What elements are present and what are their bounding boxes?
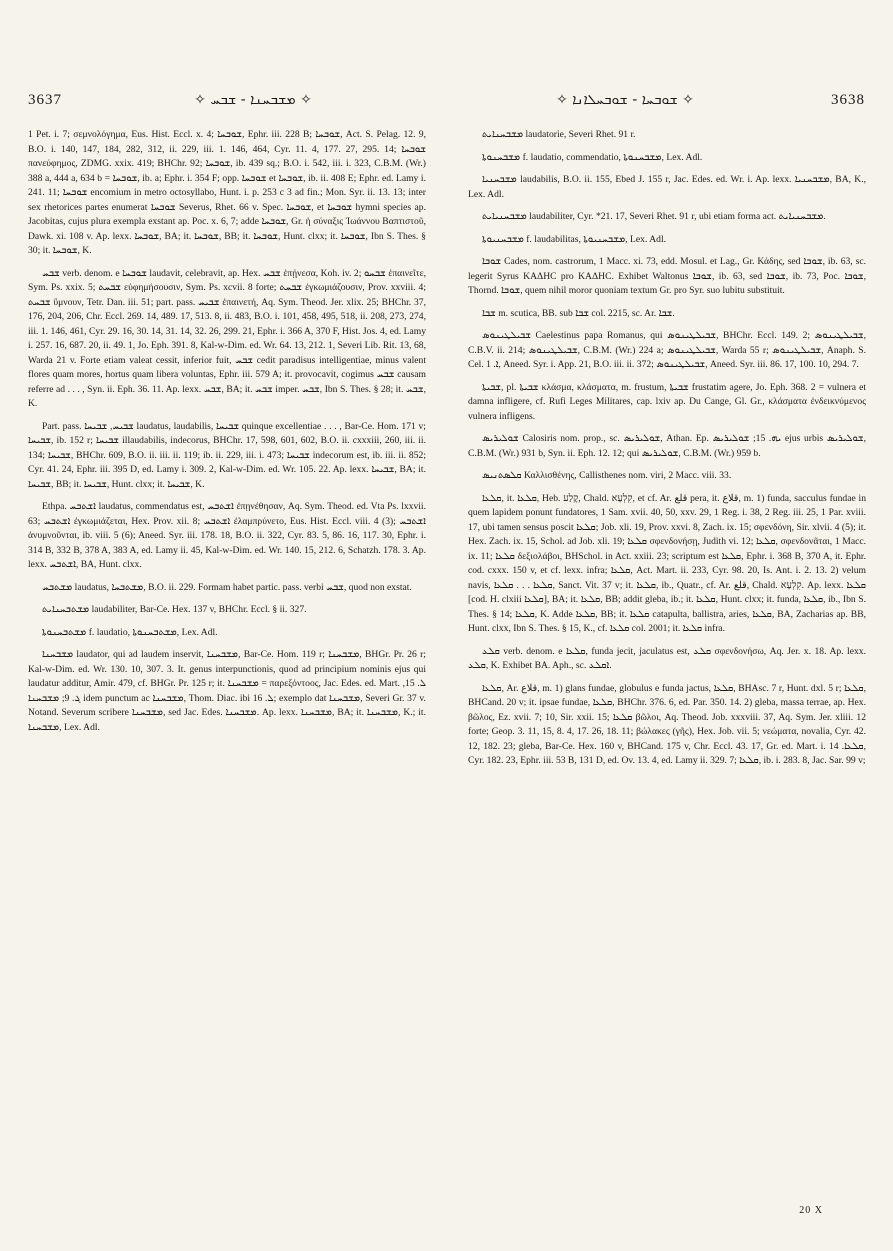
entry: ܫܒܚ verb. denom. e ܫܘܒܚܐ laudavit, celebravit, ap. Hex. ܫܒܚ ἐπῄνεσα, Koh. iv. 2; ܫܒܚܘ ἐπαινεῖτε, Sym. Ps. xxix. 5; ܫܒܚܬ εὐφημήσουσιν, Sym. Ps. xcvii. 8 forte; ܫܒܚܬ ἐγκωμιάζουσιν, Prov. xxviii. 4; ܫܒܚܬ ὕμνουν, Tetr. Dan. iii. 51; part. pass. ܫܒܝܚ ἐπαινετή, Aq. Sym. Theod. Jer. xlix. 25; BHChr. 37, 176, 204, 206, Chr. Eccl. 269. 14, 489. 17, 513. 8, ii. 483, B.O. i. 101, 458, 495, 518, ii. 208, 273, 274, iii. 1. 146, 461, Cyr. 29. 16, 30. 14, 31. 14, 32. 26, 299. 21, Ephr. i. 366 A, 370 F, Hist. Jos. 4, ed. Lamy i. 257. 16, 687. 20, ii. 49. 1, Jo. Eph. 391. 8, Kal-w-Dim. ed. Wr. 64. 13, 212. 1, Severi Lib. Rit. 13, 68, Warda 21 v. Forte etiam valeat cessit, inferior fuit, ܫܒܚ cedit paradisus intelligentiae, minus valent flores quam mores, hortus quam libera voluntas, Ephr. iii. 579 A; it. provocavit, cogimus ܫܒܚ causam referre ad . . . , Syn. ii. Eph. 36. 11. Ap. lexx. ܫܒܚ, BA; it. ܫܒܚ imper. ܫܒܚ, Ibn S. Thes. § 28; it. ܫܒܚ, K.: [28, 267, 426, 409]
page-number-right: 3638: [831, 92, 865, 108]
running-head-right: ✧ ܫܘܒܚܐ - ܫܘܒܚܠܐܢܐ ✧: [556, 92, 694, 108]
entry: ܡܫܒܚܢܐܝܬ laudatorie, Severi Rhet. 91 r.: [482, 129, 636, 140]
entry: ܡܫܒܚܢܘܬܐ f. laudatio, commendatio, ܡܫܒܚܢܘܬܐ, Lex. Adl.: [482, 151, 703, 163]
entry: ܡܫܬܒܚ laudatus, ܡܫܬܒܚܐ, B.O. ii. 229. Formam habet partic. pass. verbi ܫܒܚ, quod non exstat.: [42, 581, 412, 593]
entry: ܡܫܒܚܢܝܐ laudabilis, B.O. ii. 155, Ebed J. 155 r, Jac. Edes. ed. Wr. i. Ap. lexx. ܡܫܒܚܢܝܐ, BA, K., Lex. Adl.: [468, 174, 866, 200]
entry: ܩܠܥܐ, it. ܩܠܥܐ, Heb. קֶלַע, Chald. קִלְעָא, et cf. Ar. قلع pera, it. قلاع, m. 1) funda, sacculus fundae in quem lapidem ponunt fundatores, 1 Sam. xvii. 40, 50, xxv. 29, 1 Reg. i. 38, 2 Reg. iii. 25, 1 Par. xviii. 17, ubi tamen sensus poscit ܩܠܥܐ; Job. xli. 19, Prov. xxvi. 8, Zach. ix. 15; σφενδόνη, Sir. xlvii. 4 (5); it. Hex. Zach. ix. 15, Schol. ad Job. xli. 19; ܩܠܥܐ σφενδονήσῃ, Judith vi. 12; ܩܠܥܐ, σφενδονᾶται, 1 Macc. ix. 11; ܩܠܥܐ δεξιολάβοι, BHSchol. in Act. xxiii. 23; scriptum est ܩܠܥܐ, Ephr. i. 368 B, 370 A, it. Ephr. cod. cxxx. 150 v, et cf. lexx. infra; ܩܠܥܐ, Act. Mart. ii. 233, Cyr. 98. 20, Is. Ant. i. 2. 13. 2) velum navis, ܩܠܥܐ . . . ܩܠܥܐ, Sanct. Vit. 37 v; it. ܩܠܥܐ, ib., Quatr., cf. Ar. قلع, Chald. קִלְעָא. Ap. lexx. ܩܠܥܐ [cod. H. clxiii ܩܠܥܐ], BA; it. ܩܠܥܐ, BB; addit gleba, ib.; it. ܩܠܥܐ, Hunt. clxx; it. funda, ܩܠܥܐ, ib., Ibn S. Thes. § 14; ܩܠܥܐ, K. Adde ܩܠܥܐ, BB; it. ܩܠܥܐ catapulta, ballistra, aries, ܩܠܥܐ, BA, Zacharias ap. BB, Hunt. clxx, Ibn S. Thes. § 15, K., cf. ܩܠܥܐ col. 2001; it. ܩܠܥܐ infra.: [468, 492, 866, 634]
entry: ܩܠܥܐ, Ar. قلاع, m. 1) glans fundae, globulus e funda jactus, ܩܠܥܐ, BHAsc. 7 r, Hunt. dxl. 5 r; ܩܠܥܐ, BHCand. 20 v; it. ipsae fundae, ܩܠܥܐ, BHChr. 376. 6, ed. Par. 350. 14. 2) gleba, massa terrae, ap. Hex. βῶλος, Ez. xvii. 7; 10, Sir. xxii. 15; ܩܠܥܐ βῶλοι, Aq. Theod. Job. xxxviii. 37, Aq. Sym. Jer. xliii. 12 forte; Geop. 3. 11, 15, 8. 4, 17. 26, 18. 11; βώλακες (γῆς), Hex. Job. vii. 5; νεώματα, novalia, Cyr. 42. 12, 182. 23; gleba, Bar-Ce. Hex. 160 v, BHCand. 175 v, Chr. Eccl. 43. 17, Gr. ed. Mart. i. ܩܠܥܐ. 14, Cyr. 182. 23, Ephr. iii. 53 B, 131 D, ed. Ov. 13. 4, ed. Lamy ii. 329. 7; ܩܠܥܐ, ib. i. 283. 8, Jac. Sar. 99 v;: [468, 682, 866, 766]
entry: 1 Pet. i. 7; σεμνολόγημα, Eus. Hist. Eccl. x. 4; ܫܘܒܚܐ, Ephr. iii. 228 B; ܫܘܒܚܐ, Act. S. Pelag. 12. 9, B.O. i. 140, 147, 184, 282, 312, ii. 229, iii. 1. 146, 464, Cyr. 11. 4, 177. 27, 295. 14; ܫܘܒܚܐ πανεύφημος, ZDMG. xxix. 419; BHChr. 92; ܫܘܒܚܐ, ib. 439 sq.; B.O. i. 542, iii. i. 323, C.B.M. (Wr.) 388 a, 444 a, 634 b = ܫܘܒܚܐ, ib. a; Ephr. i. 354 F; opp. ܫܘܒܚܐ et ܫܘܒܚܐ, ib. ii. 408 E; Ephr. ed. Lamy i. 241. 11; ܫܘܒܚܐ encomium in metro octosyllabo, Hunt. i. p. 253 c 3 ad fin.; Mon. Syr. ii. 13. 13; inter sex rhetorices partes enumerat ܫܘܒܚܐ Severus, Rhet. 66 v. Spec. ܫܘܒܚܐ, et ܫܘܒܚܐ hymni species ap. Jacobitas, cujus plura exempla exstant ap. Poc. x. 6, 7; adde ܫܘܒܚܐ, Gr. ἡ σύναξις Ἰωάννου Βαπτιστοῦ, Dawk. xi. 108 v. Ap. lexx. ܫܘܒܚܐ, BA; it. ܫܘܒܚܐ, BB; it. ܫܘܒܚܐ, Hunt. clxx; it. ܫܘܒܚܐ, Ibn S. Thes. § 30; it. ܫܘܒܚܐ, K.: [28, 129, 426, 256]
entry: ܩܠܥ verb. denom. e ܩܠܥܐ, funda jecit, jaculatus est, ܩܠܥ σφενδονήσω, Aq. Jer. x. 18. Ap. lexx. ܩܠܥ, K. Exhibet BA. Aph., sc. ܐܩܠܥ.: [468, 645, 866, 671]
entry: ܡܫܒܚܢܐ laudator, qui ad laudem inservit, ܡܫܒܚܢܐ, Bar-Ce. Hom. 119 r; ܡܫܒܚܢܐ, BHGr. Pr. 26 r; Kal-w-Dim. ed. Wr. 130. 10, 307. 3. It. genus interpunctionis, quod ad principium nominis ejus qui laudatur additur, Amir. 479, cf. BHGr. Pr. 125 r; it. ܡܫܒܚܢܐ = παρεξόντοος, Jac. Edes. ed. Mart. ܠ. 15, ܓ. 9; ܡܫܒܚܢܐ idem punctum ac ܡܫܒܚܢܐ, Thom. Diac. ibi ܠ. 16; exemplo dat ܡܫܒܚܢܐ, Severi Gr. 37 v. Notand. Severum scribere ܡܫܒܚܢܐ, sed Jac. Edes. ܡܫܒܚܢܐ. Ap. lexx. ܡܫܒܚܢܐ, BA; it. ܡܫܒܚܢܐ, K.; it. ܡܫܒܚܢܐ, Lex. Adl.: [28, 649, 426, 733]
entry: ܡܫܬܒܚܢܘܬܐ f. laudatio, ܡܫܬܒܚܢܘܬܐ, Lex. Adl.: [42, 626, 218, 638]
entry: ܫܘܒܐ Cades, nom. castrorum, 1 Macc. xi. 73, edd. Mosul. et Lag., Gr. Κάδης, sed ܫܘܒܐ, ib. 63, sc. legerit Syrus ΚΑΔΗC pro ΚΑΔΗC. Exhibet Waltonus ܫܘܒܐ, ib. 63, sed ܫܘܒܐ, ib. 73, Poc. ܫܘܒܐ, Thornd. ܫܘܒܐ, quem nihil moror quoniam textum Gr. pro Syr. suo lubitu substituit.: [468, 256, 866, 296]
entry: ܩܠܣܬܢܝܣ Καλλισθένης, Callisthenes nom. viri, 2 Macc. viii. 33.: [482, 470, 732, 481]
entry: ܫܒܝܠܛܝܢܘܣ Caelestinus papa Romanus, qui ܫܒܝܠܛܝܢܘܣ, BHChr. Eccl. 149. 2; ܫܒܝܠܛܝܢܘܣ, C.B.V. ii. 214; ܫܒܝܠܛܝܢܘܣ, C.B.M. (Wr.) 224 a; ܫܒܝܠܛܝܢܘܣ, Warda 55 r; ܫܒܝܠܛܝܢܘܣ, Anaph. S. Cel. ܐ. 1, Aneed. Syr. i. App. 21, B.O. iii. ii. 372; ܫܒܝܠܛܝܢܘܣ, Aneed. Syr. iii. 86. 17, 100. 10, 294. 7.: [468, 330, 866, 370]
entry: Part. pass. ܫܒܝܚ, ܫܒܝܚܐ laudatus, laudabilis, ܫܒܝܚܐ quinque excellentiae . . . , Bar-Ce. Hom. 171 v; ܫܒܝܚܐ, ib. 152 r; ܫܒܝܚܐ illaudabilis, indecorus, BHChr. 17, 598, 601, 602, B.O. ii. cxxxiii, 260, iii. ii. 134; ܫܒܝܚܐ, BHChr. 609, B.O. ii. iii. ii. 119; ib. ii. 229, iii. i. 473; ܫܒܝܚܐ indecorum est, ib. iii. ii. 852; Cyr. 41. 24, Ephr. iii. 395 D, ed. Lamy i. 309. 2, Kal-w-Dim. ed. Wr. 105. 22. Ap. lexx. ܫܒܝܚܐ, BA; it. ܫܒܝܚܐ, BB; it. ܫܒܝܚܐ, Hunt. clxx; it. ܫܒܝܚܐ, K.: [28, 420, 426, 490]
running-head-left: ✧ ܡܫܒܚܢܐ - ܫܒܚ ✧: [194, 92, 312, 108]
entry: ܫܘܠܝܪܝܣ Calosiris nom. prop., sc. ܫܘܠܝܪܝܣ, Athan. Ep. ܝܗ. 15; ܫܘܠܝܪܝܣ ejus urbis ܫܘܠܝܪܝܣ, C.B.M. (Wr.) 931 b, Syn. ii. Eph. 12. 12; qui ܫܘܠܝܪܝܣ, C.B.M. (Wr.) 959 b.: [468, 433, 866, 459]
signature-mark: 20 X: [799, 1205, 823, 1216]
entry: ܫܒܐ m. scutica, BB. sub ܫܒܐ col. 2215, sc. Ar. ܫܒܐ.: [482, 307, 675, 319]
entry: ܡܫܬܒܚܢܐܝܬ laudabiliter, Bar-Ce. Hex. 137 v, BHChr. Eccl. § ii. 327.: [42, 604, 307, 615]
entry: ܡܫܒܚܢܝܘܬܐ f. laudabilitas, ܡܫܒܚܢܝܘܬܐ, Lex. Adl.: [482, 233, 667, 245]
entry: ܡܫܒܚܢܝܐܝܬ laudabiliter, Cyr. *21. 17, Severi Rhet. 91 r, ubi etiam forma act. ܡܫܒܚܢܝܐܝܬ.: [482, 211, 826, 222]
entry: ܫܒܝܬܐ, pl. ܫܒܝܬܐ κλάσμα, κλάσματα, m. frustum, ܫܒܝܬܐ frustatim agere, Jo. Eph. 368. 2 = vulnera et damna infligere, cf. Rufi Leges Militares, cap. lxiv ap. Du Cange, Gl. Gr., κλάσματα ἐνδεικνύμενος vulnera infligens.: [468, 381, 866, 422]
entry: Ethpa. ܐܫܬܒܚ laudatus, commendatus est, ܐܫܬܒܚ ἐπῃνέθησαν, Aq. Sym. Theod. ed. Vta Ps. lxxvii. 63; ܐܫܬܒܚ ἐγκωμιάζεται, Hex. Prov. xii. 8; ܐܫܬܒܚ ἐλαμπρύνετο, Eus. Hist. Eccl. viii. 4 (3); ܐܫܬܒܚ ἀνυμνοῦνται, ib. viii. 5 (6); Aneed. Syr. iii. 178. 18, B.O. ii. 322, Cyr. 83. 5, 86. 16, 117. 30, Ephr. i. 314 B, 332 B, 378 A, 383 A, ed. Lamy ii. 45, Kal-w-Dim. ed. Wr. 140. 15, 212. 6, Schatzh. 178. 3. Ap. lexx. ܐܫܬܒܚ, BA, Hunt. clxx.: [28, 501, 426, 570]
page-number-left: 3637: [28, 92, 62, 108]
page-header: [28, 92, 865, 114]
left-column: [28, 128, 426, 1208]
right-column: [468, 128, 866, 1208]
